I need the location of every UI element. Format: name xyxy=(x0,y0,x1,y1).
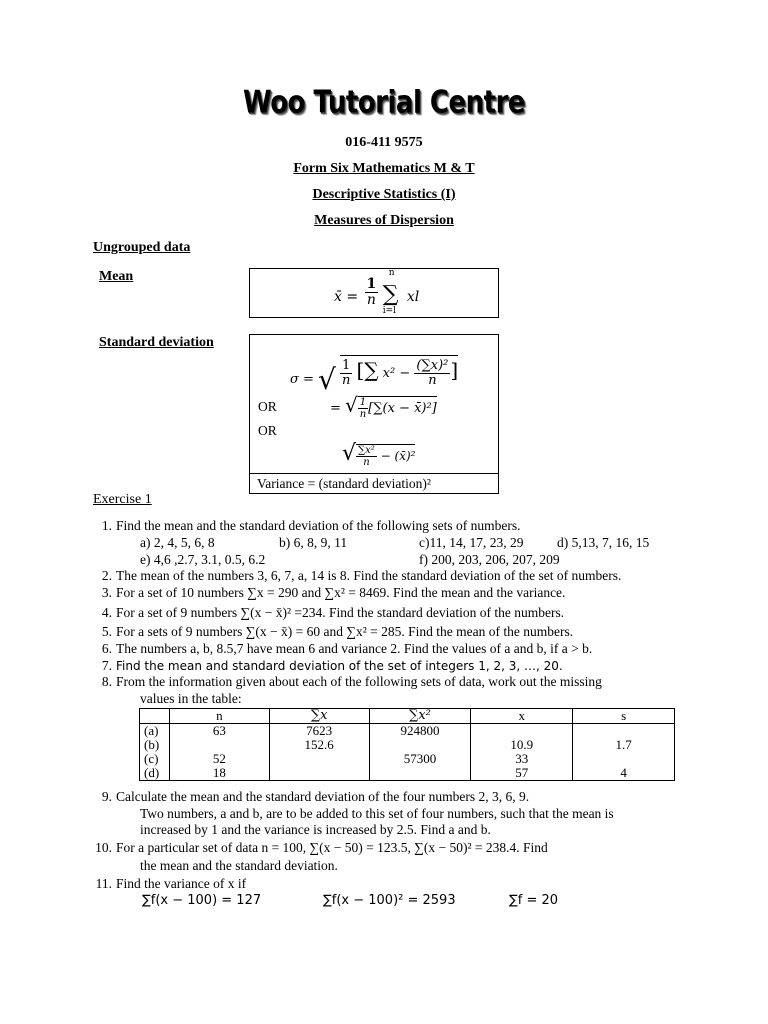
topic-title: Descriptive Statistics (I) xyxy=(312,187,456,202)
item-number: 2. xyxy=(101,568,112,583)
q1-part-b: b) 6, 8, 9, 11 xyxy=(279,535,348,550)
table-cell xyxy=(269,752,369,766)
table-cell xyxy=(369,738,471,752)
sd-formula-2: = √ $\frac{1}{n}$ [∑(x − x̄)²] xyxy=(330,393,437,420)
table-row xyxy=(140,724,675,739)
exercise-title: Exercise 1 xyxy=(93,492,152,507)
list-item xyxy=(101,624,716,640)
q8-continuation: values in the table: xyxy=(140,691,242,706)
list-item xyxy=(101,518,716,534)
sd-label: Standard deviation xyxy=(99,335,214,350)
table-header: ∑x² xyxy=(369,709,471,724)
item-number: 1. xyxy=(101,518,112,533)
table-cell: 10.9 xyxy=(471,738,573,752)
ungrouped-heading: Ungrouped data xyxy=(93,240,191,255)
mean-formula: x̄ = $\frac{1}{n}$ ∑ n i=l xl xyxy=(334,267,420,316)
item-number: 7. xyxy=(101,658,112,673)
q1-part-c: c)11, 14, 17, 23, 29 xyxy=(419,535,524,550)
table-header xyxy=(140,709,170,724)
table-cell xyxy=(573,724,675,739)
item-number: 6. xyxy=(101,641,112,656)
q1-part-e: e) 4,6 ,2.7, 3.1, 0.5, 6.2 xyxy=(140,552,266,567)
table-cell: 924800 xyxy=(369,724,471,739)
q11-equation-3: ∑f = 20 xyxy=(509,893,559,908)
list-item xyxy=(101,568,716,584)
q11-equation-1: ∑f(x − 100) = 127 xyxy=(142,893,262,908)
table-cell: 1.7 xyxy=(573,738,675,752)
item-number: 4. xyxy=(101,605,112,620)
table-cell: (a) xyxy=(140,724,170,739)
table-row xyxy=(140,752,675,766)
q9-continuation-1: Two numbers, a and b, are to be added to this set of four numbers, such that the mean is xyxy=(140,806,614,821)
table-cell xyxy=(169,738,269,752)
table-cell: 52 xyxy=(169,752,269,766)
table-cell: 63 xyxy=(169,724,269,739)
table-cell xyxy=(369,766,471,781)
item-text: From the information given about each of the following sets of data, work out the missing xyxy=(116,674,602,689)
q1-part-d: d) 5,13, 7, 16, 15 xyxy=(557,535,650,550)
table-header: s xyxy=(573,709,675,724)
table-cell: 4 xyxy=(573,766,675,781)
table-cell: (c) xyxy=(140,752,170,766)
item-text: Calculate the mean and the standard deviation of the four numbers 2, 3, 6, 9. xyxy=(116,789,530,804)
table-header: x xyxy=(471,709,573,724)
list-item xyxy=(101,641,716,657)
item-number: 9. xyxy=(101,789,112,804)
list-item xyxy=(101,674,716,690)
item-text: For a sets of 9 numbers ∑(x − x̄) = 60 and ∑x² = 285. Find the mean of the numbers. xyxy=(116,624,574,639)
item-text: Find the mean and standard deviation of the set of integers 1, 2, 3, …, 20. xyxy=(116,659,563,673)
table-row xyxy=(140,766,675,781)
list-item xyxy=(95,840,716,856)
phone-number: 016-411 9575 xyxy=(345,135,423,150)
item-text: Find the mean and the standard deviation of the following sets of numbers. xyxy=(116,518,521,533)
table-cell: 57 xyxy=(471,766,573,781)
sd-formula-3: √ $\frac{\text{∑x²}}{n}$ − (x̄)² xyxy=(342,441,416,468)
item-text: The mean of the numbers 3, 6, 7, a, 14 is 8. Find the standard deviation of the set of numbers. xyxy=(116,568,622,583)
q1-part-a: a) 2, 4, 5, 6, 8 xyxy=(140,535,215,550)
list-item xyxy=(101,605,716,621)
list-item xyxy=(101,585,716,601)
item-text: The numbers a, b, 8.5,7 have mean 6 and variance 2. Find the values of a and b, if a > b. xyxy=(116,641,593,656)
table-cell: (d) xyxy=(140,766,170,781)
q10-continuation: the mean and the standard deviation. xyxy=(140,858,338,873)
sd-formula-box xyxy=(249,334,499,494)
page-title: Woo Tutorial Centre xyxy=(242,85,526,121)
q9-continuation-2: increased by 1 and the variance is increased by 2.5. Find a and b. xyxy=(140,822,491,837)
table-header-row xyxy=(140,709,675,724)
table-row xyxy=(140,738,675,752)
table-cell: 152.6 xyxy=(269,738,369,752)
item-text: For a particular set of data n = 100, ∑(x − 50) = 123.5, ∑(x − 50)² = 238.4. Find xyxy=(116,840,548,855)
item-text: Find the variance of x if xyxy=(116,876,247,891)
item-number: 8. xyxy=(101,674,112,689)
q1-part-f: f) 200, 203, 206, 207, 209 xyxy=(419,552,560,567)
course-title: Form Six Mathematics M & T xyxy=(293,161,475,176)
table-header: ∑x xyxy=(269,709,369,724)
variance-formula: Variance = (standard deviation)² xyxy=(257,476,431,491)
variance-row xyxy=(250,473,498,493)
item-number: 11. xyxy=(95,876,112,891)
list-item xyxy=(95,876,716,892)
table-header: n xyxy=(169,709,269,724)
item-number: 10. xyxy=(95,840,112,855)
sd-formula-1: σ = √ $\frac{1}{n}$ [∑ x² − $\frac{\text{(∑x)²}}{n}$ ] xyxy=(290,349,490,386)
mean-label: Mean xyxy=(99,269,134,284)
table-cell: 57300 xyxy=(369,752,471,766)
subtopic-title: Measures of Dispersion xyxy=(314,213,454,228)
table-cell xyxy=(573,752,675,766)
data-table xyxy=(139,708,675,781)
mean-formula-box xyxy=(249,268,499,318)
item-text: For a set of 9 numbers ∑(x − x̄)² =234. Find the standard deviation of the numbers. xyxy=(116,605,565,620)
table-cell: 33 xyxy=(471,752,573,766)
item-number: 5. xyxy=(101,624,112,639)
table-cell: 18 xyxy=(169,766,269,781)
item-text: For a set of 10 numbers ∑x = 290 and ∑x² = 8469. Find the mean and the variance. xyxy=(116,585,566,600)
table-cell: (b) xyxy=(140,738,170,752)
list-item xyxy=(101,789,716,805)
q11-equation-2: ∑f(x − 100)² = 2593 xyxy=(323,893,456,908)
or-label-1: OR xyxy=(258,399,277,414)
item-number: 3. xyxy=(101,585,112,600)
list-item xyxy=(101,658,716,674)
table-cell: 7623 xyxy=(269,724,369,739)
or-label-2: OR xyxy=(258,423,277,438)
q1-parts xyxy=(140,535,720,569)
table-cell xyxy=(269,766,369,781)
table-cell xyxy=(471,724,573,739)
